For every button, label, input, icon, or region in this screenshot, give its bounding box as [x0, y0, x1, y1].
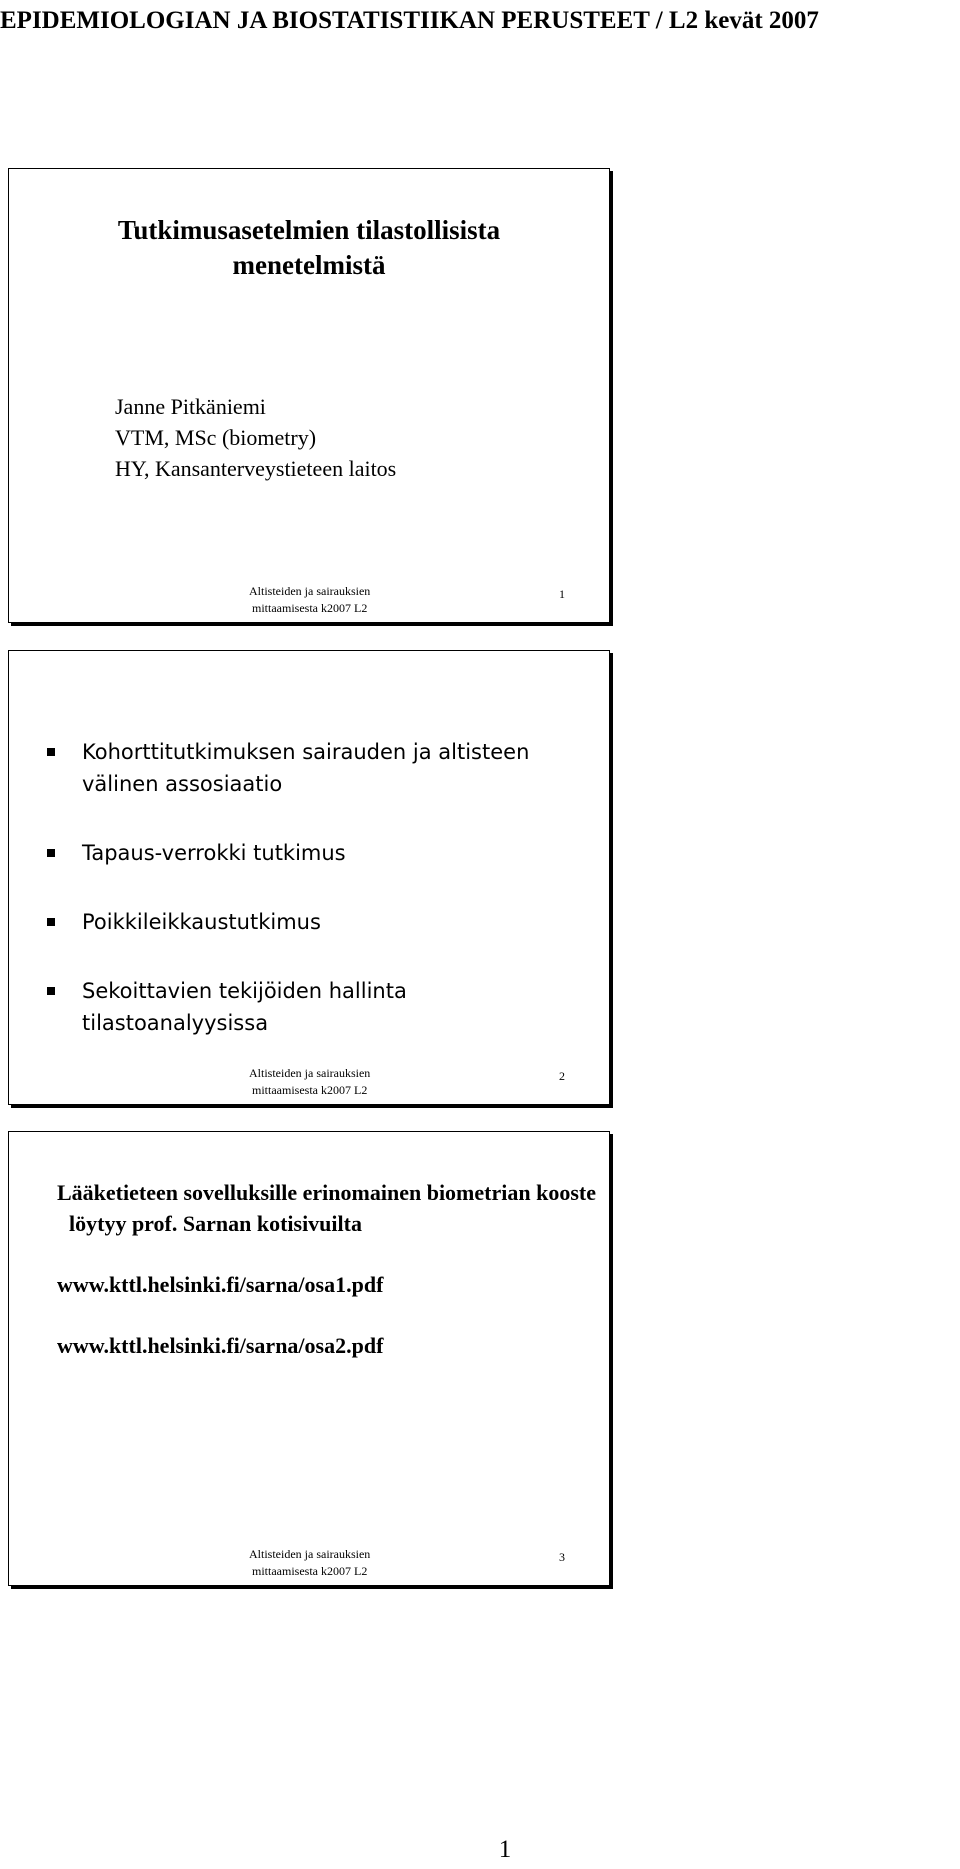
slide-3	[8, 1131, 610, 1586]
list-item	[39, 736, 579, 800]
footer-line: Altisteiden ja sairauksien	[249, 1066, 371, 1080]
list-item	[39, 975, 579, 1039]
footer-line: Altisteiden ja sairauksien	[249, 1547, 371, 1561]
slide-1	[8, 168, 610, 623]
square-bullet-icon	[47, 918, 55, 926]
link-osa2[interactable]: www.kttl.helsinki.fi/sarna/osa2.pdf	[57, 1333, 384, 1358]
author-affiliation: HY, Kansanterveystieteen laitos	[115, 456, 397, 481]
author-name: Janne Pitkäniemi	[115, 394, 266, 419]
page-header: EPIDEMIOLOGIAN JA BIOSTATISTIIKAN PERUSTEET / L2 kevät 2007	[0, 7, 819, 34]
author-degree: VTM, MSc (biometry)	[115, 425, 317, 450]
slide-title	[9, 213, 609, 283]
list-item-text: Kohorttitutkimuksen sairauden ja altisteen välinen assosiaatio	[82, 740, 530, 796]
slide-number: 1	[559, 587, 565, 601]
list-item-text: Sekoittavien tekijöiden hallinta tilastoanalyysissa	[82, 979, 407, 1035]
slide-2	[8, 650, 610, 1105]
list-item	[39, 906, 579, 938]
intro-text: Lääketieteen sovelluksille erinomainen biometrian kooste löytyy prof. Sarnan kotisivuilta	[57, 1180, 596, 1236]
list-item-text: Poikkileikkaustutkimus	[82, 910, 321, 934]
bullet-list	[39, 736, 579, 1076]
list-item-text: Tapaus-verrokki tutkimus	[82, 841, 346, 865]
footer-line: Altisteiden ja sairauksien	[249, 584, 371, 598]
slide-footer	[249, 1546, 370, 1580]
slide-title-line: menetelmistä	[232, 250, 386, 280]
square-bullet-icon	[47, 748, 55, 756]
slide-footer	[249, 583, 370, 617]
slide-title-line: Tutkimusasetelmien tilastollisista	[117, 215, 501, 245]
list-item	[39, 837, 579, 869]
author-block	[115, 391, 396, 484]
footer-line: mittaamisesta k2007 L2	[252, 601, 368, 615]
footer-line: mittaamisesta k2007 L2	[252, 1564, 368, 1578]
slide-number: 3	[559, 1550, 565, 1564]
slide-body	[57, 1177, 597, 1391]
document-page-number: 1	[498, 1836, 512, 1863]
link-osa1[interactable]: www.kttl.helsinki.fi/sarna/osa1.pdf	[57, 1272, 384, 1297]
footer-line: mittaamisesta k2007 L2	[252, 1083, 368, 1097]
square-bullet-icon	[47, 849, 55, 857]
slide-number: 2	[559, 1069, 565, 1083]
square-bullet-icon	[47, 987, 55, 995]
slide-footer	[249, 1065, 370, 1099]
